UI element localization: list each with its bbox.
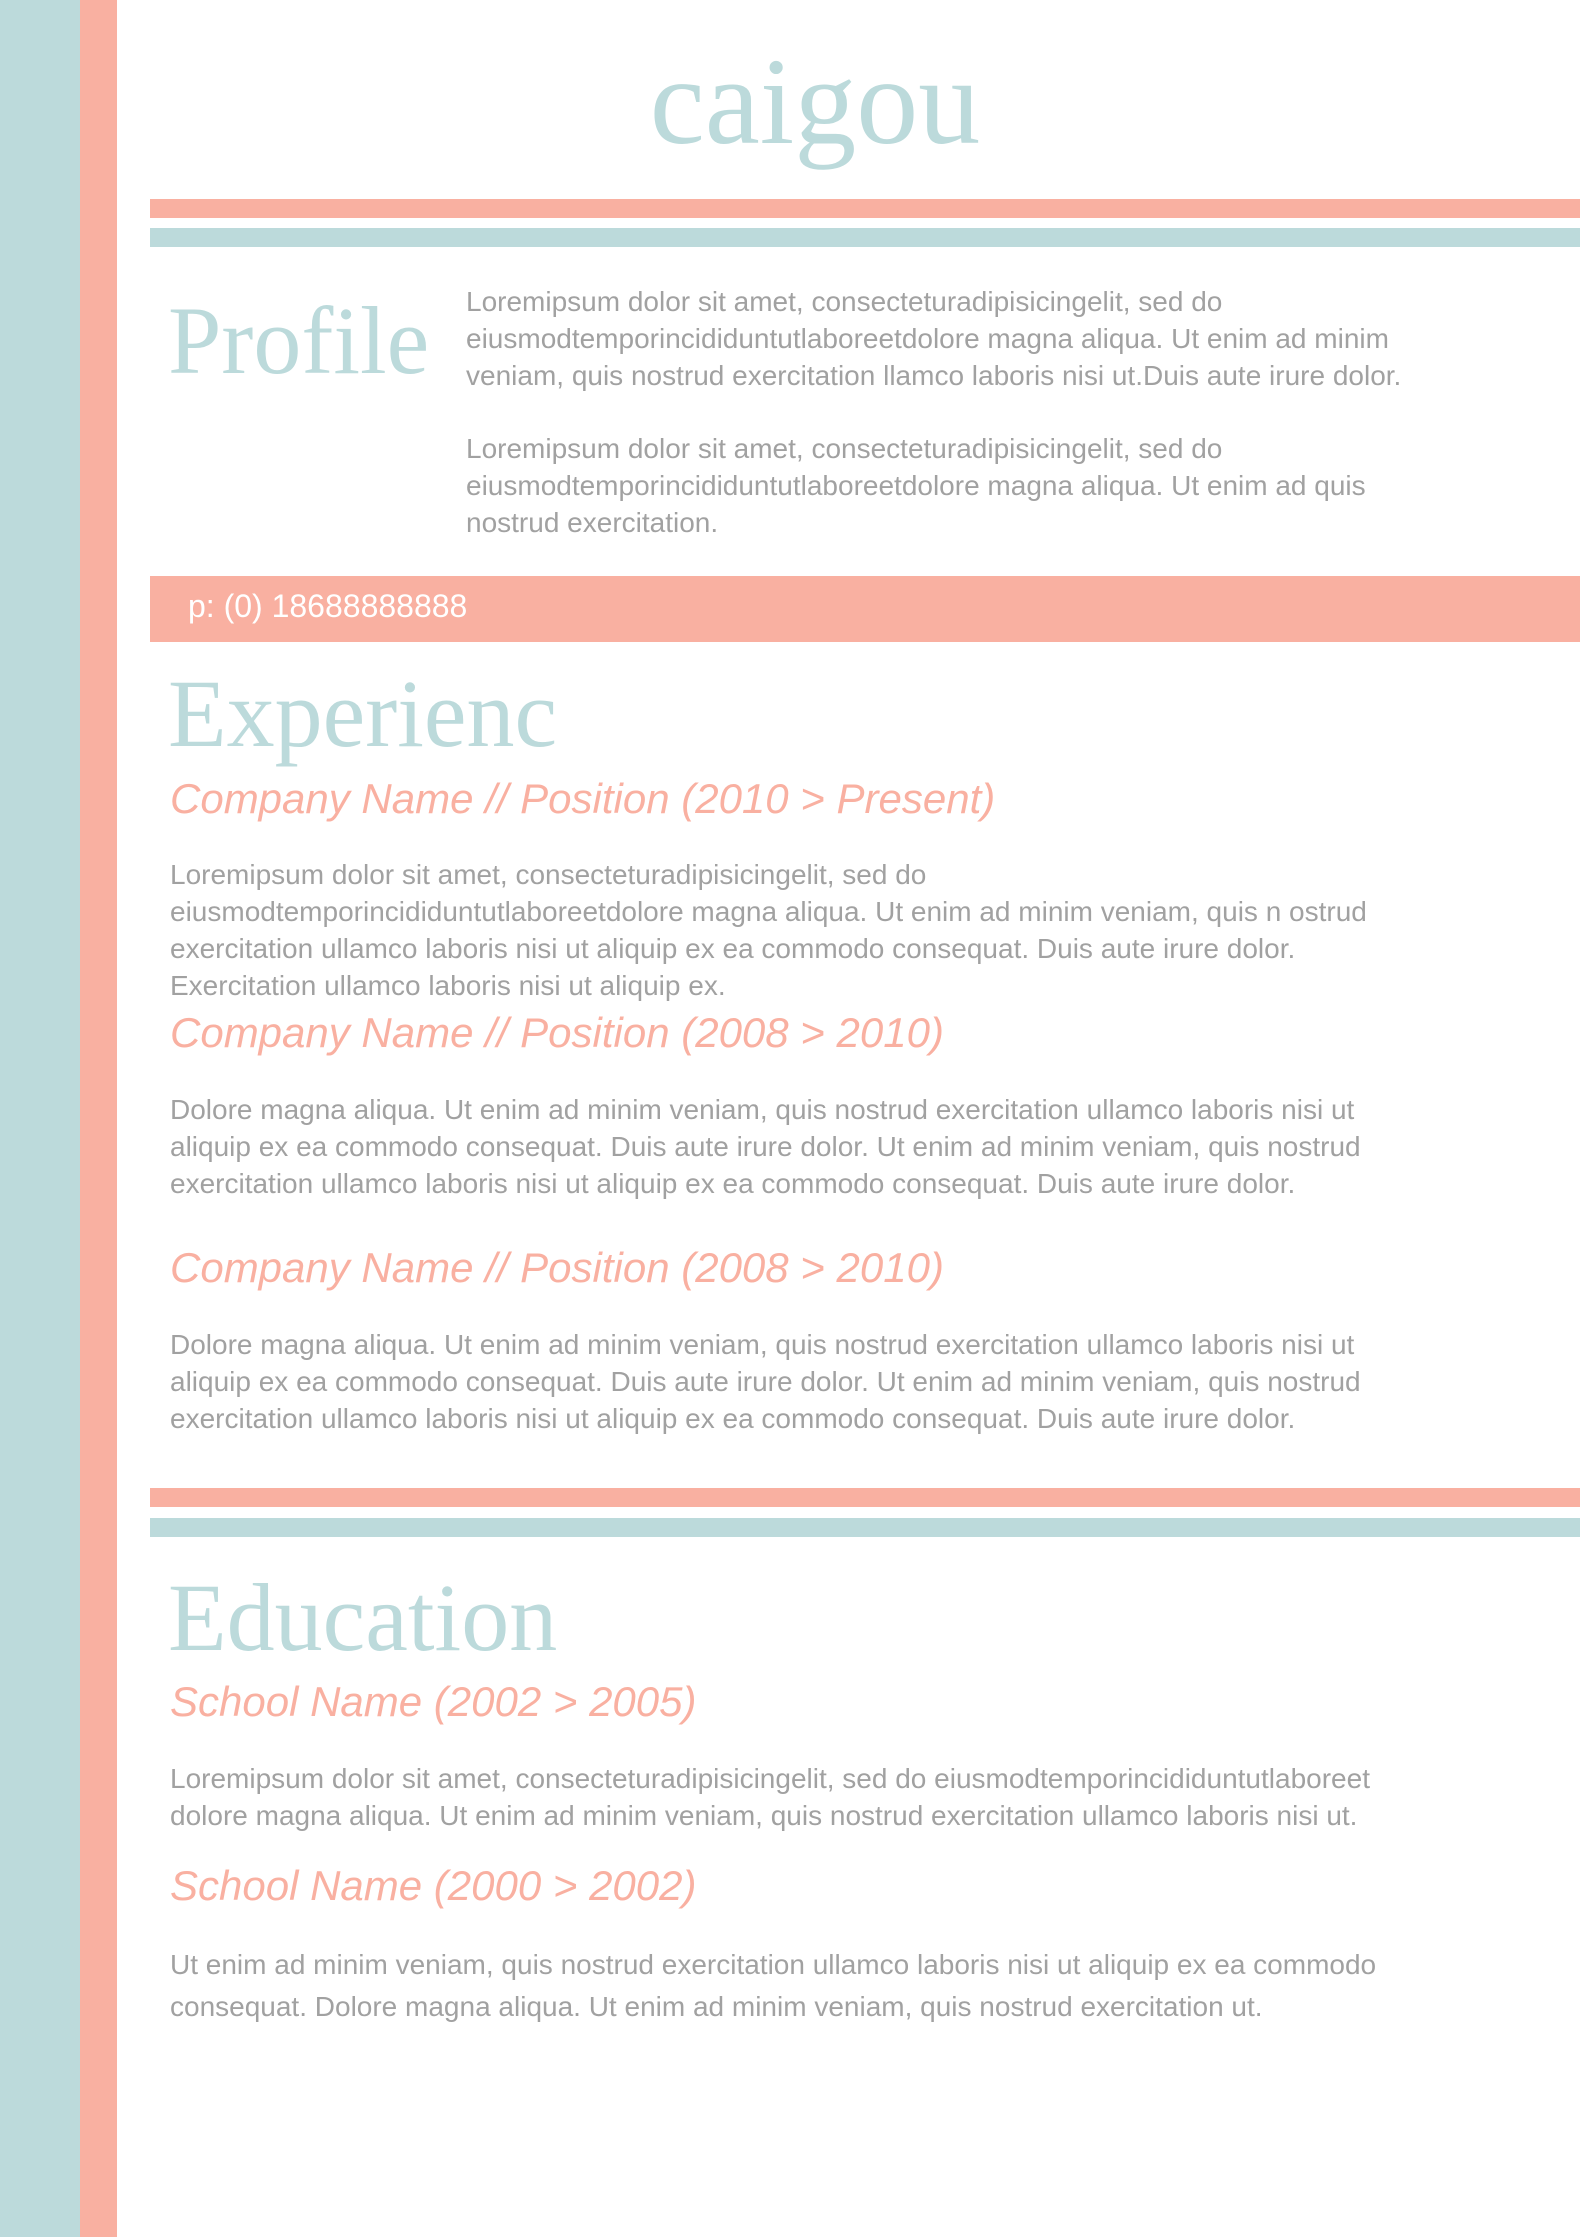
contact-bar: [150, 576, 1580, 642]
experience-heading: Experienc: [168, 660, 558, 767]
left-salmon-stripe: [80, 0, 117, 2237]
profile-paragraph: Loremipsum dolor sit amet, consecteturadipisicingelit, sed do eiusmodtemporincididuntutlaboreetdolore magna aliqua. Ut enim ad quis nostrud exercitation.: [466, 433, 1366, 538]
header-divider-teal: [150, 228, 1580, 247]
experience-entry-description: Loremipsum dolor sit amet, consecteturadipisicingelit, sed do eiusmodtemporincididuntutlaboreetdolore magna aliqua. Ut enim ad minim veniam, quis n ostrud exercitation ullamco laboris nisi ut aliquip ex ea commodo consequat. Duis aute irure dolor. Exercitation ullamco laboris nisi ut aliquip ex.: [170, 859, 1367, 1001]
experience-entry-title: Company Name // Position (2010 > Present): [170, 775, 996, 822]
education-entry-title: School Name (2002 > 2005): [170, 1678, 697, 1725]
experience-entry-description: Dolore magna aliqua. Ut enim ad minim veniam, quis nostrud exercitation ullamco laboris nisi ut aliquip ex ea commodo consequat. Duis aute irure dolor. Ut enim ad minim veniam, quis nostrud exercitation ullamco laboris nisi ut aliquip ex ea commodo consequat. Duis aute irure dolor.: [170, 1094, 1361, 1199]
profile-heading: Profile: [168, 287, 430, 394]
phone-number: p: (0) 18688888888: [188, 588, 468, 624]
experience-entry-title: Company Name // Position (2008 > 2010): [170, 1009, 944, 1056]
section-divider-teal: [150, 1518, 1580, 1537]
left-teal-stripe: [0, 0, 80, 2237]
profile-paragraph: Loremipsum dolor sit amet, consecteturadipisicingelit, sed do eiusmodtemporincididuntutlaboreetdolore magna aliqua. Ut enim ad minim veniam, quis nostrud exercitation llamco laboris nisi ut.Duis aute irure dolor.: [466, 286, 1402, 391]
education-entry-description: Ut enim ad minim veniam, quis nostrud exercitation ullamco laboris nisi ut aliquip ex ea commodo consequat. Dolore magna aliqua. Ut enim ad minim veniam, quis nostrud exercitation ut.: [170, 1949, 1377, 2022]
header-divider-salmon: [150, 199, 1580, 218]
resume-name: caigou: [649, 33, 981, 170]
education-heading: Education: [168, 1564, 558, 1671]
section-divider-salmon: [150, 1488, 1580, 1507]
experience-entry-description: Dolore magna aliqua. Ut enim ad minim veniam, quis nostrud exercitation ullamco laboris nisi ut aliquip ex ea commodo consequat. Duis aute irure dolor. Ut enim ad minim veniam, quis nostrud exercitation ullamco laboris nisi ut aliquip ex ea commodo consequat. Duis aute irure dolor.: [170, 1329, 1361, 1434]
education-entry-title: School Name (2000 > 2002): [170, 1862, 697, 1909]
experience-entry-title: Company Name // Position (2008 > 2010): [170, 1244, 944, 1291]
education-entry-description: Loremipsum dolor sit amet, consecteturadipisicingelit, sed do eiusmodtemporincididuntutlaboreet dolore magna aliqua. Ut enim ad minim veniam, quis nostrud exercitation ullamco laboris nisi ut.: [170, 1763, 1370, 1831]
